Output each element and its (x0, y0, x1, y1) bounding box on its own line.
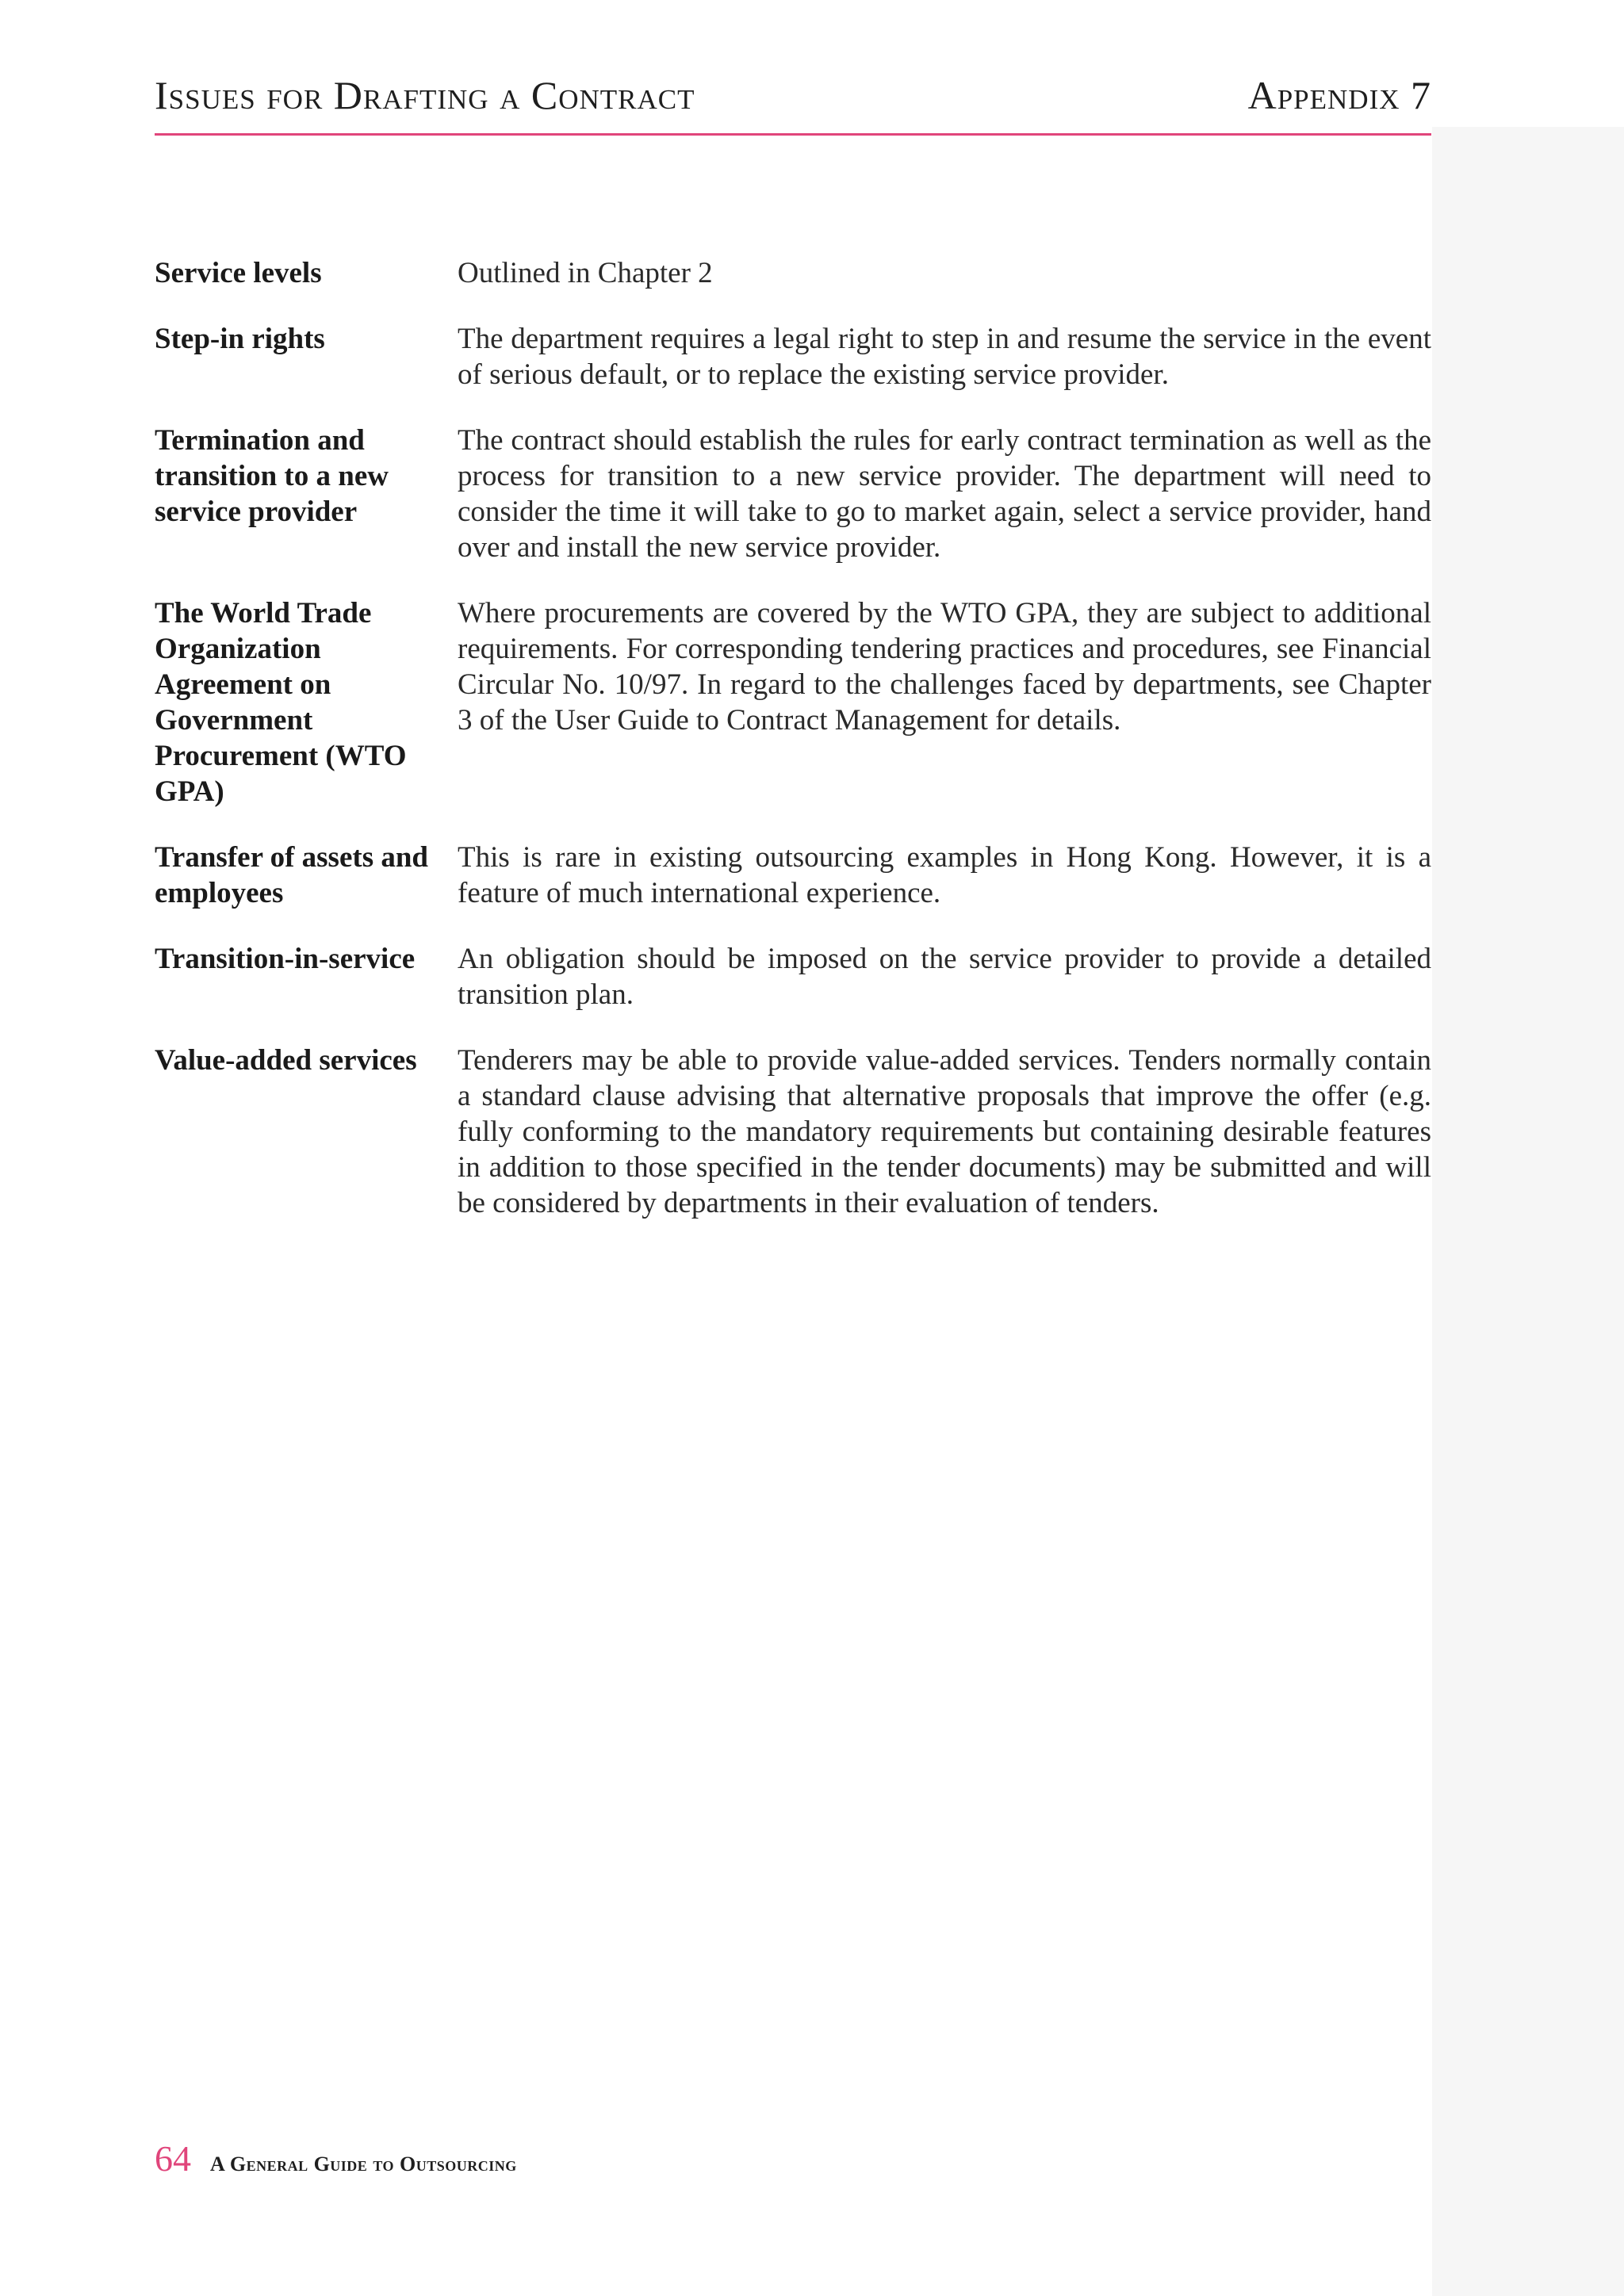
entry-description: Where procurements are covered by the WTO GPA, they are subject to additional requirements. For corresponding tendering practices and procedures, see Financial Circular No. 10/97. In regard to the challenges faced by departments, see Chapter 3 of the User Guide to Contract Management for details. (458, 597, 1431, 737)
entry-step-in-rights (155, 321, 1431, 392)
entry-term: Transition-in-service (155, 943, 416, 975)
entry-description: Outlined in Chapter 2 (458, 257, 713, 289)
entry-description: An obligation should be imposed on the service provider to provide a detailed transition plan. (458, 943, 1431, 1011)
entry-term: Service levels (155, 257, 322, 289)
entry-term: The World Trade Organization Agreement on Government Procurement (WTO GPA) (155, 597, 407, 808)
entry-description: The department requires a legal right to step in and resume the service in the event of serious default, or to replace the existing service provider. (458, 323, 1431, 391)
publication-title: A General Guide to Outsourcing (210, 2152, 517, 2175)
entry-service-levels (155, 255, 1431, 291)
entry-description: The contract should establish the rules for early contract termination as well as the process for transition to a new service provider. The department will need to consider the time it will take to go to market again, select a service provider, hand over and install the new service provider. (458, 424, 1431, 564)
page-footer (155, 2137, 517, 2179)
entry-value-added-services (155, 1043, 1431, 1221)
entry-transition-in-service (155, 941, 1431, 1012)
appendix-label: Appendix 7 (1247, 73, 1431, 117)
entry-description: This is rare in existing outsourcing examples in Hong Kong. However, it is a feature of much international experience. (458, 841, 1431, 909)
entry-description: Tenderers may be able to provide value-added services. Tenders normally contain a standard clause advising that alternative proposals that improve the offer (e.g. fully conforming to the mandatory requirements but containing desirable features in addition to those specified in the tender documents) may be submitted and will be considered by departments in their evaluation of tenders. (458, 1044, 1431, 1219)
page-number: 64 (155, 2138, 191, 2179)
section-title: Issues for Drafting a Contract (155, 73, 695, 117)
definition-list (155, 255, 1431, 1251)
entry-termination (155, 423, 1431, 565)
entry-term: Transfer of assets and employees (155, 841, 428, 909)
margin-strip (1432, 127, 1624, 2296)
entry-term: Termination and transition to a new service provider (155, 424, 389, 528)
page-header (155, 70, 1431, 136)
entry-wto-gpa (155, 595, 1431, 809)
entry-transfer-of-assets (155, 840, 1431, 911)
entry-term: Step-in rights (155, 323, 325, 355)
entry-term: Value-added services (155, 1044, 417, 1077)
